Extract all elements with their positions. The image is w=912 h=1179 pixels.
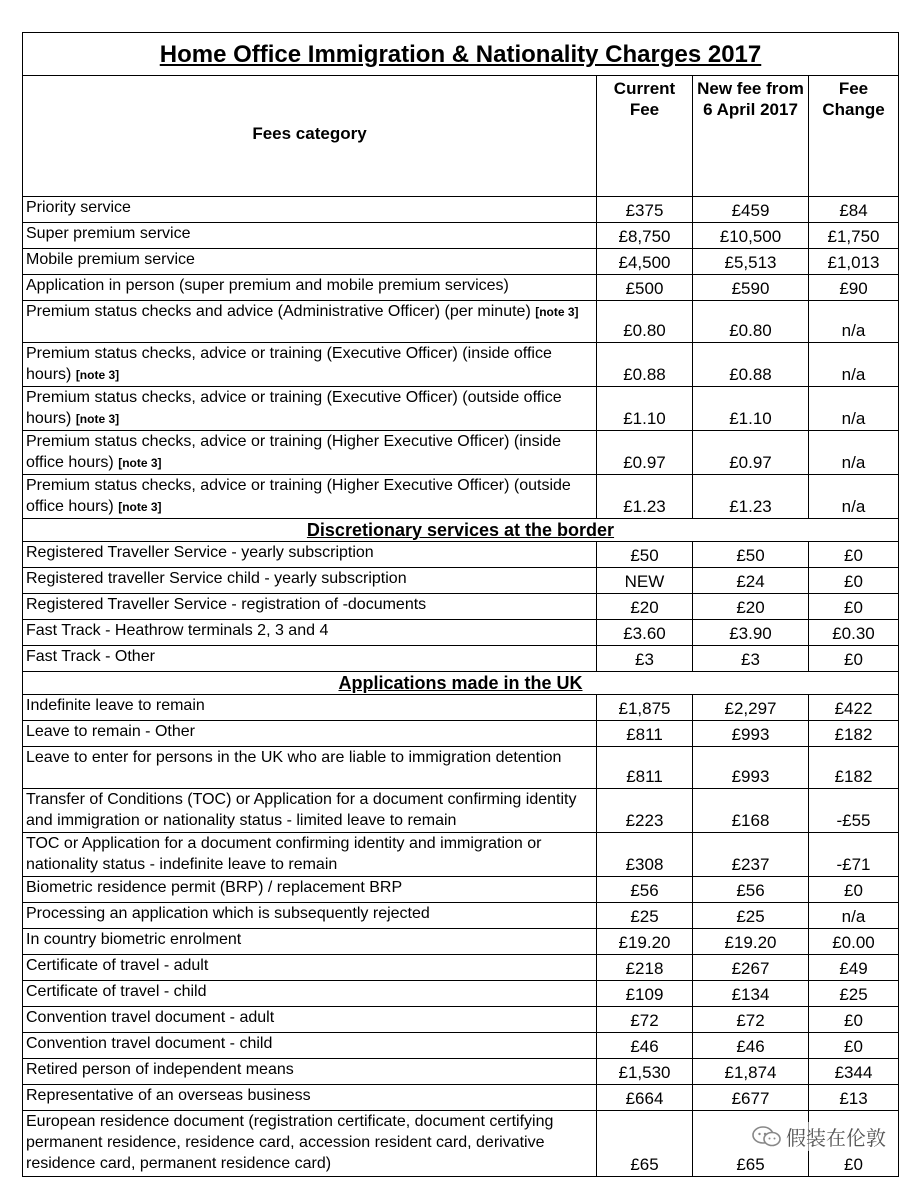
current-fee-cell: £375 (597, 197, 693, 223)
fee-category-cell (23, 475, 597, 519)
table-row (23, 877, 899, 903)
watermark (752, 1122, 886, 1151)
fee-category-label: In country biometric enrolment (26, 931, 242, 948)
fee-change-cell: -£71 (809, 833, 899, 877)
fee-category-cell (23, 833, 597, 877)
fee-category-label: Representative of an overseas business (26, 1087, 311, 1104)
current-fee-cell: £811 (597, 721, 693, 747)
fee-category-label: Premium status checks, advice or training (Higher Executive Officer) (inside office hours) (26, 433, 562, 471)
note-reference: [note 3] (535, 305, 579, 319)
fee-change-cell: £84 (809, 197, 899, 223)
fee-change-cell: £0 (809, 1033, 899, 1059)
new-fee-cell: £267 (693, 955, 809, 981)
current-fee-cell: £46 (597, 1033, 693, 1059)
fee-change-cell: n/a (809, 301, 899, 343)
table-row (23, 1085, 899, 1111)
new-fee-cell: £237 (693, 833, 809, 877)
fee-category-cell (23, 903, 597, 929)
current-fee-cell: £20 (597, 594, 693, 620)
fee-change-cell: £0 (809, 1111, 899, 1177)
table-row (23, 301, 899, 343)
fee-change-cell: £1,750 (809, 223, 899, 249)
fee-change-cell: £0 (809, 1007, 899, 1033)
header-fees-category: Fees category (23, 76, 597, 197)
new-fee-cell: £56 (693, 877, 809, 903)
new-fee-cell: £72 (693, 1007, 809, 1033)
fee-category-label: Premium status checks and advice (Administrative Officer) (per minute) (26, 303, 531, 320)
fee-category-cell (23, 542, 597, 568)
table-row (23, 955, 899, 981)
fee-change-cell: £0 (809, 594, 899, 620)
new-fee-cell: £1.10 (693, 387, 809, 431)
fee-category-label: Convention travel document - child (26, 1035, 273, 1052)
fee-category-cell (23, 301, 597, 343)
new-fee-cell: £0.88 (693, 343, 809, 387)
current-fee-cell: £0.97 (597, 431, 693, 475)
new-fee-cell: £3 (693, 646, 809, 672)
fee-category-label: Super premium service (26, 225, 191, 242)
current-fee-cell: £0.80 (597, 301, 693, 343)
current-fee-cell: £1,875 (597, 695, 693, 721)
fee-category-cell (23, 343, 597, 387)
fee-category-cell (23, 275, 597, 301)
fee-category-cell (23, 955, 597, 981)
header-current-fee: Current Fee (597, 76, 693, 197)
fee-category-cell (23, 223, 597, 249)
fee-category-label: Registered Traveller Service - yearly subscription (26, 544, 374, 561)
fee-category-label: European residence document (registration certificate, document certifying permanent residence, residence card, accession resident card, derivative residence card, permanent residence card) (26, 1113, 554, 1172)
fee-category-label: Application in person (super premium and mobile premium services) (26, 277, 509, 294)
fee-change-cell: n/a (809, 475, 899, 519)
fee-category-label: Certificate of travel - child (26, 983, 207, 1000)
new-fee-cell: £677 (693, 1085, 809, 1111)
fee-category-label: Leave to remain - Other (26, 723, 195, 740)
fee-category-label: TOC or Application for a document confirming identity and immigration or nationality status - indefinite leave to remain (26, 835, 542, 873)
table-row (23, 903, 899, 929)
new-fee-cell: £134 (693, 981, 809, 1007)
new-fee-cell: £1,874 (693, 1059, 809, 1085)
fee-category-cell (23, 747, 597, 789)
fee-category-cell (23, 620, 597, 646)
table-row (23, 275, 899, 301)
table-row (23, 646, 899, 672)
current-fee-cell: £3 (597, 646, 693, 672)
current-fee-cell: £308 (597, 833, 693, 877)
watermark-text: 假装在伦敦 (786, 1128, 886, 1150)
new-fee-cell: £24 (693, 568, 809, 594)
current-fee-cell: £1.10 (597, 387, 693, 431)
table-row (23, 833, 899, 877)
current-fee-cell: £72 (597, 1007, 693, 1033)
fee-change-cell: £182 (809, 721, 899, 747)
table-row (23, 721, 899, 747)
fee-change-cell: n/a (809, 903, 899, 929)
current-fee-cell: £664 (597, 1085, 693, 1111)
new-fee-cell: £10,500 (693, 223, 809, 249)
new-fee-cell: £20 (693, 594, 809, 620)
new-fee-cell: £3.90 (693, 620, 809, 646)
fee-category-label: Fast Track - Heathrow terminals 2, 3 and 4 (26, 622, 329, 639)
table-row (23, 431, 899, 475)
note-reference: [note 3] (75, 368, 120, 382)
current-fee-cell: £1,530 (597, 1059, 693, 1085)
fee-category-cell (23, 568, 597, 594)
fee-category-cell (23, 1085, 597, 1111)
new-fee-cell: £50 (693, 542, 809, 568)
current-fee-cell: £109 (597, 981, 693, 1007)
table-row (23, 594, 899, 620)
fee-category-cell (23, 197, 597, 223)
fee-change-cell: £0.30 (809, 620, 899, 646)
fee-category-cell (23, 877, 597, 903)
fee-change-cell: £344 (809, 1059, 899, 1085)
new-fee-cell: £5,513 (693, 249, 809, 275)
fee-category-label: Biometric residence permit (BRP) / replacement BRP (26, 879, 403, 896)
current-fee-cell: £223 (597, 789, 693, 833)
fee-change-cell: n/a (809, 431, 899, 475)
header-new-fee: New fee from 6 April 2017 (693, 76, 809, 197)
fee-category-label: Registered Traveller Service - registration of -documents (26, 596, 427, 613)
fee-category-label: Fast Track - Other (26, 648, 155, 665)
fee-change-cell: £1,013 (809, 249, 899, 275)
current-fee-cell: £56 (597, 877, 693, 903)
fees-table (22, 32, 899, 1177)
fee-change-cell: £182 (809, 747, 899, 789)
fee-change-cell: £90 (809, 275, 899, 301)
fee-category-label: Premium status checks, advice or training (Executive Officer) (inside office hours) (26, 345, 552, 383)
new-fee-cell: £168 (693, 789, 809, 833)
fee-category-label: Leave to enter for persons in the UK who are liable to immigration detention (26, 749, 562, 766)
table-row (23, 789, 899, 833)
fee-change-cell: £13 (809, 1085, 899, 1111)
table-row (23, 1033, 899, 1059)
new-fee-cell: £25 (693, 903, 809, 929)
current-fee-cell: £811 (597, 747, 693, 789)
table-row (23, 747, 899, 789)
premium-services-rows (23, 197, 899, 519)
fee-category-label: Premium status checks, advice or training (Executive Officer) (outside office hours) (26, 389, 562, 427)
fee-category-label: Certificate of travel - adult (26, 957, 209, 974)
fee-category-cell (23, 929, 597, 955)
fee-category-cell (23, 646, 597, 672)
new-fee-cell: £0.97 (693, 431, 809, 475)
new-fee-cell: £590 (693, 275, 809, 301)
current-fee-cell: £1.23 (597, 475, 693, 519)
section-heading-border: Discretionary services at the border (23, 519, 899, 542)
fee-category-cell (23, 431, 597, 475)
current-fee-cell: £4,500 (597, 249, 693, 275)
fee-category-cell (23, 789, 597, 833)
fee-category-cell (23, 1111, 597, 1177)
current-fee-cell: £218 (597, 955, 693, 981)
fee-category-label: Mobile premium service (26, 251, 195, 268)
new-fee-cell: £19.20 (693, 929, 809, 955)
fee-category-label: Registered traveller Service child - yearly subscription (26, 570, 407, 587)
fee-change-cell: £0 (809, 568, 899, 594)
new-fee-cell: £2,297 (693, 695, 809, 721)
current-fee-cell: £500 (597, 275, 693, 301)
fee-change-cell: £0.00 (809, 929, 899, 955)
table-row (23, 387, 899, 431)
current-fee-cell: £19.20 (597, 929, 693, 955)
table-row (23, 695, 899, 721)
new-fee-cell: £0.80 (693, 301, 809, 343)
table-row (23, 249, 899, 275)
current-fee-cell: £3.60 (597, 620, 693, 646)
fee-category-label: Transfer of Conditions (TOC) or Application for a document confirming identity and immigration or nationality status - limited leave to remain (26, 791, 577, 829)
current-fee-cell: £0.88 (597, 343, 693, 387)
new-fee-cell: £1.23 (693, 475, 809, 519)
table-row (23, 620, 899, 646)
table-row (23, 343, 899, 387)
fee-change-cell: n/a (809, 387, 899, 431)
fee-change-cell: £0 (809, 542, 899, 568)
fee-change-cell: £0 (809, 877, 899, 903)
fee-category-label: Retired person of independent means (26, 1061, 294, 1078)
table-row (23, 1007, 899, 1033)
page-title: Home Office Immigration & Nationality Charges 2017 (23, 33, 899, 76)
note-reference: [note 3] (118, 500, 162, 514)
fee-category-cell (23, 594, 597, 620)
new-fee-cell: £993 (693, 747, 809, 789)
current-fee-cell: £50 (597, 542, 693, 568)
fee-change-cell: £0 (809, 646, 899, 672)
new-fee-cell: £459 (693, 197, 809, 223)
fee-change-cell: -£55 (809, 789, 899, 833)
fee-category-cell (23, 387, 597, 431)
fee-category-label: Processing an application which is subsequently rejected (26, 905, 430, 922)
note-reference: [note 3] (75, 412, 120, 426)
fee-change-cell: £49 (809, 955, 899, 981)
table-row (23, 568, 899, 594)
header-fee-change: Fee Change (809, 76, 899, 197)
table-row (23, 1059, 899, 1085)
fee-category-label: Priority service (26, 199, 131, 216)
fee-category-cell (23, 695, 597, 721)
table-row (23, 981, 899, 1007)
table-row (23, 542, 899, 568)
fee-change-cell: £25 (809, 981, 899, 1007)
fee-category-cell (23, 1007, 597, 1033)
table-row (23, 223, 899, 249)
current-fee-cell: £8,750 (597, 223, 693, 249)
table-row (23, 475, 899, 519)
current-fee-cell: NEW (597, 568, 693, 594)
current-fee-cell: £65 (597, 1111, 693, 1177)
fee-category-cell (23, 1033, 597, 1059)
fee-category-label: Premium status checks, advice or training (Higher Executive Officer) (outside office hours) (26, 477, 571, 515)
fee-category-cell (23, 981, 597, 1007)
fee-category-label: Convention travel document - adult (26, 1009, 275, 1026)
fee-category-cell (23, 1059, 597, 1085)
new-fee-cell: £46 (693, 1033, 809, 1059)
table-row (23, 197, 899, 223)
uk-applications-rows (23, 695, 899, 1177)
fee-change-cell: n/a (809, 343, 899, 387)
chat-bubbles-icon (752, 1126, 782, 1148)
new-fee-cell: £65 (693, 1111, 809, 1177)
note-reference: [note 3] (118, 456, 162, 470)
fee-category-cell (23, 249, 597, 275)
section-heading-uk: Applications made in the UK (23, 672, 899, 695)
border-services-rows (23, 542, 899, 672)
fee-category-label: Indefinite leave to remain (26, 697, 205, 714)
current-fee-cell: £25 (597, 903, 693, 929)
new-fee-cell: £993 (693, 721, 809, 747)
fee-change-cell: £422 (809, 695, 899, 721)
fee-category-cell (23, 721, 597, 747)
table-row (23, 929, 899, 955)
